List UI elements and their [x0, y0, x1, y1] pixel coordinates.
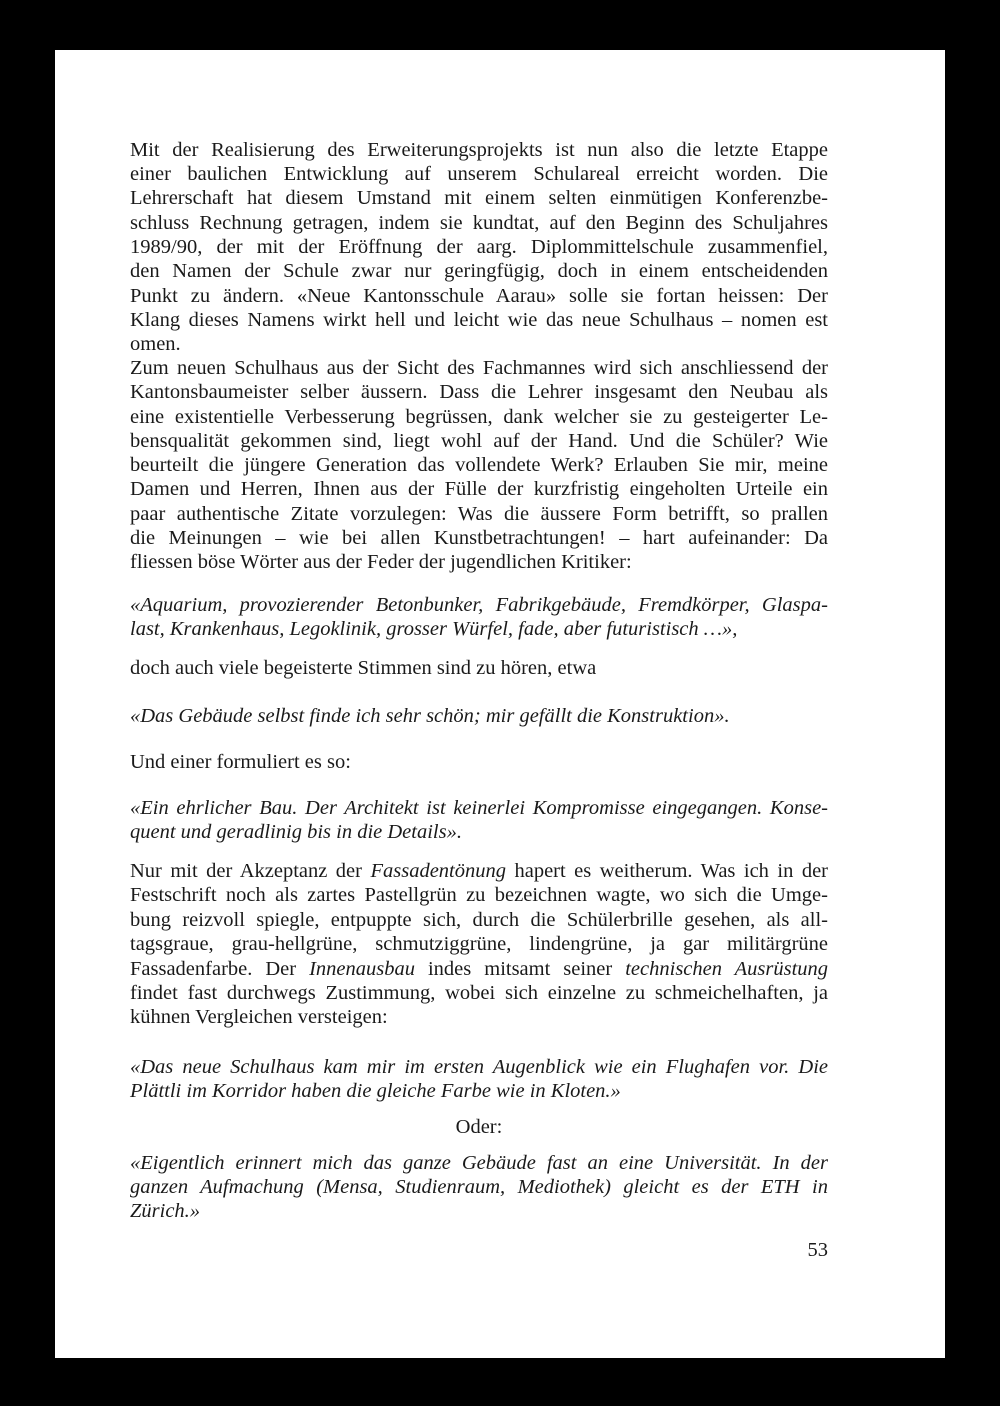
italic-text: «Das Gebäude selbst finde ich sehr schön; mir gefällt die Konstruktion». [130, 705, 730, 727]
text: kühnen Vergleichen versteigen: [130, 1006, 388, 1028]
text-line [130, 932, 828, 956]
text-line [130, 429, 828, 453]
italic-text: ganzen Aufmachung (Mensa, Studienraum, Mediothek) gleicht es der ETH in [130, 1176, 828, 1198]
italic-text: «Ein ehrlicher Bau. Der Architekt ist keinerlei Kompromisse eingegangen. Konse- [130, 797, 828, 819]
text-line [130, 981, 828, 1005]
text: Festschrift noch als zartes Pastellgrün zu bezeichnen wagte, wo sich die Umge- [130, 884, 828, 906]
text: Zum neuen Schulhaus aus der Sicht des Fachmannes wird sich anschliessend der [130, 357, 828, 379]
italic-text: quent und geradlinig bis in die Details». [130, 821, 462, 843]
italic-text: technischen Ausrüstung [625, 958, 829, 980]
italic-text: Fassadentönung [370, 860, 506, 882]
text-line [130, 502, 828, 526]
text: Fassadenfarbe. Der [130, 958, 310, 980]
text-line [130, 883, 828, 907]
text-line [130, 186, 828, 210]
text: eine existentielle Verbesserung begrüssen, dank welcher sie zu gesteigerter Le- [130, 406, 828, 428]
text: hapert es weitherum. Was ich in der [506, 860, 828, 882]
text-line [130, 380, 828, 404]
text-line [130, 453, 828, 477]
italic-text: Zürich.» [130, 1200, 201, 1222]
text-line [130, 405, 828, 429]
text-line [130, 332, 828, 356]
text-line [130, 284, 828, 308]
text-line [130, 1175, 828, 1199]
text: Klang dieses Namens wirkt hell und leicht wie das neue Schulhaus – nomen est [130, 309, 828, 331]
italic-text: Plättli im Korridor haben die gleiche Farbe wie in Kloten.» [130, 1080, 621, 1102]
text-line [130, 235, 828, 259]
text: bensqualität gekommen sind, liegt wohl auf der Hand. Und die Schüler? Wie [130, 430, 828, 452]
text: den Namen der Schule zwar nur geringfügig, doch in einem entscheidenden [130, 260, 828, 282]
text-line [130, 308, 828, 332]
text-line [130, 750, 828, 774]
text-line [130, 1199, 828, 1223]
text: Und einer formuliert es so: [130, 751, 351, 773]
text: paar authentische Zitate vorzulegen: Was die äussere Form betrifft, so prallen [130, 503, 828, 525]
page-number: 53 [807, 1239, 828, 1261]
italic-text: «Aquarium, provozierender Betonbunker, Fabrikgebäude, Fremdkörper, Glaspa- [130, 594, 828, 616]
text: einer baulichen Entwicklung auf unserem Schulareal erreicht worden. Die [130, 163, 828, 185]
text-line [130, 1079, 828, 1103]
italic-text: last, Krankenhaus, Legoklinik, grosser Würfel, fade, aber futuristisch …», [130, 618, 738, 640]
text-line [130, 820, 828, 844]
text: bung reizvoll spiegle, entpuppte sich, durch die Schülerbrille gesehen, als all- [130, 909, 828, 931]
text-line [130, 957, 828, 981]
text-line [130, 526, 828, 550]
text-line [130, 477, 828, 501]
text: Damen und Herren, Ihnen aus der Fülle der kurzfristig eingeholten Urteile ein [130, 478, 828, 500]
text-line [130, 656, 828, 680]
text: beurteilt die jüngere Generation das vollendete Werk? Erlauben Sie mir, meine [130, 454, 828, 476]
text-line [130, 908, 828, 932]
oder-line: Oder: [455, 1116, 503, 1138]
text-line [130, 211, 828, 235]
text-line [130, 1055, 828, 1079]
text: Lehrerschaft hat diesem Umstand mit einem selten einmütigen Konferenzbe- [130, 187, 828, 209]
italic-text: Innenausbau [309, 958, 415, 980]
text-line [130, 259, 828, 283]
text: doch auch viele begeisterte Stimmen sind zu hören, etwa [130, 657, 597, 679]
text: Mit der Realisierung des Erweiterungsprojekts ist nun also die letzte Etappe [130, 139, 828, 161]
text: die Meinungen – wie bei allen Kunstbetrachtungen! – hart aufeinander: Da [130, 527, 828, 549]
text-line [130, 138, 828, 162]
text: tagsgraue, grau-hellgrüne, schmutziggrüne, lindengrüne, ja gar militärgrüne [130, 933, 828, 955]
text: Kantonsbaumeister selber äussern. Dass die Lehrer insgesamt den Neubau als [130, 381, 828, 403]
text-line [130, 593, 828, 617]
text-line [130, 1151, 828, 1175]
text-line [130, 859, 828, 883]
text: omen. [130, 333, 181, 355]
text: findet fast durchwegs Zustimmung, wobei sich einzelne zu schmeichelhaften, ja [130, 982, 828, 1004]
text: Nur mit der Akzeptanz der [130, 860, 371, 882]
italic-text: «Eigentlich erinnert mich das ganze Gebäude fast an eine Universität. In der [130, 1152, 828, 1174]
text-line [130, 704, 828, 728]
text-line [130, 356, 828, 380]
text: indes mitsamt seiner [415, 958, 626, 980]
text: Punkt zu ändern. «Neue Kantonsschule Aarau» solle sie fortan heissen: Der [130, 285, 828, 307]
text: schluss Rechnung getragen, indem sie kundtat, auf den Beginn des Schuljahres [130, 212, 828, 234]
text: 1989/90, der mit der Eröffnung der aarg. Diplommittelschule zusammenfiel, [130, 236, 828, 258]
text-line [130, 550, 828, 574]
text: fliessen böse Wörter aus der Feder der jugendlichen Kritiker: [130, 551, 632, 573]
text-line [130, 796, 828, 820]
text-line [130, 617, 828, 641]
text-line [130, 162, 828, 186]
text-line [130, 1005, 828, 1029]
italic-text: «Das neue Schulhaus kam mir im ersten Augenblick wie ein Flughafen vor. Die [130, 1056, 828, 1078]
